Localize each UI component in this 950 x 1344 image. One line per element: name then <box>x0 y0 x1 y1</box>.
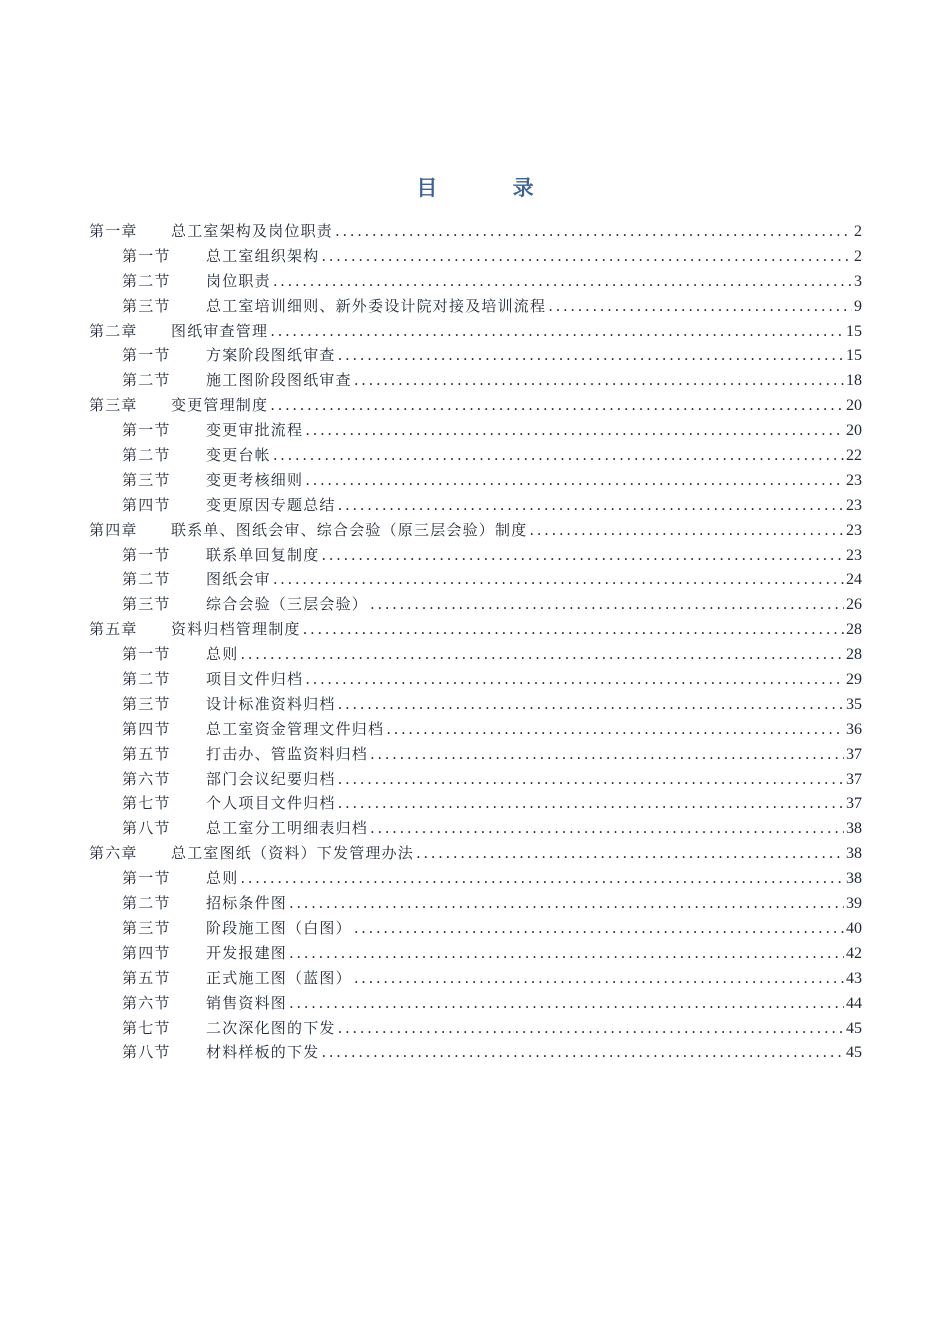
toc-entry-label: 第八节 <box>122 1043 171 1062</box>
toc-entry-title: 变更审批流程 <box>206 421 304 440</box>
toc-section-entry[interactable] <box>89 368 862 393</box>
toc-page-number: 23 <box>846 521 862 539</box>
toc-dot-leader <box>321 244 852 269</box>
toc-entry-title: 总工室资金管理文件归档 <box>206 719 385 738</box>
toc-entry-label: 第一章 <box>89 222 138 240</box>
toc-entry-title: 招标条件图 <box>206 894 288 913</box>
toc-entry-label: 第三节 <box>122 296 171 315</box>
toc-entry-title: 总工室架构及岗位职责 <box>171 222 334 240</box>
toc-entry-label: 第一节 <box>122 645 171 664</box>
toc-entry-title: 开发报建图 <box>206 943 288 962</box>
toc-section-entry[interactable] <box>89 1016 862 1041</box>
toc-section-entry[interactable] <box>89 244 862 269</box>
toc-section-entry[interactable] <box>89 443 862 468</box>
toc-dot-leader <box>338 791 844 816</box>
toc-entry-label: 第八节 <box>122 819 171 838</box>
toc-chapter-entry[interactable] <box>89 219 862 244</box>
toc-page-number: 44 <box>846 994 862 1012</box>
toc-dot-leader <box>289 891 844 916</box>
toc-dot-leader <box>370 592 844 617</box>
toc-dot-leader <box>270 393 844 418</box>
toc-page-number: 29 <box>846 671 862 689</box>
toc-entry-label: 第二节 <box>122 570 171 589</box>
toc-entry-label: 第一节 <box>122 421 171 440</box>
toc-entry-title: 变更考核细则 <box>206 470 304 489</box>
toc-page-number: 18 <box>846 372 862 390</box>
toc-entry-label: 第五节 <box>122 968 171 987</box>
toc-page-number: 38 <box>846 845 862 863</box>
toc-dot-leader <box>240 642 844 667</box>
toc-entry-label: 第二章 <box>89 321 138 340</box>
toc-page-number: 9 <box>854 297 862 315</box>
toc-entry-title: 打击办、管监资料归档 <box>206 744 369 763</box>
toc-page-number: 26 <box>846 596 862 614</box>
toc-section-entry[interactable] <box>89 767 862 792</box>
toc-chapter-entry[interactable] <box>89 518 862 543</box>
toc-page-number: 15 <box>846 322 862 340</box>
toc-dot-leader <box>338 343 844 368</box>
toc-dot-leader <box>270 319 844 344</box>
toc-entry-title: 总工室图纸（资料）下发管理办法 <box>171 844 415 863</box>
toc-section-entry[interactable] <box>89 916 862 941</box>
toc-entry-label: 第六节 <box>122 769 171 788</box>
toc-chapter-entry[interactable] <box>89 319 862 344</box>
toc-dot-leader <box>289 941 844 966</box>
toc-entry-label: 第二节 <box>122 446 171 465</box>
toc-entry-label: 第五章 <box>89 620 138 639</box>
toc-section-entry[interactable] <box>89 418 862 443</box>
toc-entry-title: 二次深化图的下发 <box>206 1018 336 1037</box>
toc-section-entry[interactable] <box>89 667 862 692</box>
toc-entry-title: 总则 <box>206 645 239 664</box>
toc-entry-title: 材料样板的下发 <box>206 1043 320 1062</box>
toc-entry-label: 第一节 <box>122 545 171 564</box>
toc-dot-leader <box>386 717 844 742</box>
toc-entry-title: 变更管理制度 <box>171 396 269 415</box>
toc-page-number: 28 <box>846 646 862 664</box>
toc-dot-leader <box>321 543 844 568</box>
toc-dot-leader <box>305 468 844 493</box>
toc-entry-label: 第一节 <box>122 246 171 265</box>
toc-entry-title: 资料归档管理制度 <box>171 620 301 639</box>
table-of-contents <box>89 219 862 1065</box>
toc-section-entry[interactable] <box>89 941 862 966</box>
toc-section-entry[interactable] <box>89 816 862 841</box>
toc-entry-title: 总工室组织架构 <box>206 246 320 265</box>
toc-dot-leader <box>305 418 844 443</box>
toc-entry-label: 第四节 <box>122 943 171 962</box>
toc-entry-title: 部门会议纪要归档 <box>206 769 336 788</box>
toc-entry-title: 个人项目文件归档 <box>206 794 336 813</box>
toc-dot-leader <box>354 966 844 991</box>
toc-section-entry[interactable] <box>89 742 862 767</box>
toc-entry-title: 图纸审查管理 <box>171 321 269 340</box>
toc-section-entry[interactable] <box>89 592 862 617</box>
toc-page-number: 20 <box>846 397 862 415</box>
toc-entry-label: 第六章 <box>89 844 138 863</box>
toc-entry-label: 第三节 <box>122 694 171 713</box>
toc-dot-leader <box>338 767 844 792</box>
toc-page-number: 40 <box>846 919 862 937</box>
toc-section-entry[interactable] <box>89 866 862 891</box>
toc-section-entry[interactable] <box>89 791 862 816</box>
toc-page-number: 45 <box>846 1044 862 1062</box>
toc-page-number: 39 <box>846 895 862 913</box>
toc-entry-label: 第二节 <box>122 670 171 689</box>
toc-entry-title: 总工室分工明细表归档 <box>206 819 369 838</box>
toc-dot-leader <box>321 1040 844 1065</box>
toc-entry-label: 第三节 <box>122 918 171 937</box>
toc-page-number: 20 <box>846 422 862 440</box>
toc-section-entry[interactable] <box>89 642 862 667</box>
toc-dot-leader <box>335 219 852 244</box>
toc-page-number: 35 <box>846 695 862 713</box>
toc-page-number: 37 <box>846 745 862 763</box>
toc-page-number: 28 <box>846 621 862 639</box>
toc-page-number: 2 <box>854 223 862 240</box>
toc-section-entry[interactable] <box>89 493 862 518</box>
toc-chapter-entry[interactable] <box>89 393 862 418</box>
toc-entry-title: 变更台帐 <box>206 446 271 465</box>
toc-section-entry[interactable] <box>89 966 862 991</box>
toc-section-entry[interactable] <box>89 991 862 1016</box>
toc-dot-leader <box>338 493 844 518</box>
toc-page-number: 42 <box>846 944 862 962</box>
toc-entry-title: 变更原因专题总结 <box>206 495 336 514</box>
toc-section-entry[interactable] <box>89 1040 862 1065</box>
toc-section-entry[interactable] <box>89 692 862 717</box>
toc-page-number: 24 <box>846 571 862 589</box>
toc-page-number: 45 <box>846 1019 862 1037</box>
toc-dot-leader <box>338 692 844 717</box>
toc-dot-leader <box>370 742 844 767</box>
toc-entry-label: 第一节 <box>122 869 171 888</box>
toc-entry-label: 第七节 <box>122 1018 171 1037</box>
toc-page-number: 23 <box>846 471 862 489</box>
toc-dot-leader <box>338 1016 844 1041</box>
toc-dot-leader <box>354 368 844 393</box>
toc-dot-leader <box>529 518 844 543</box>
toc-section-entry[interactable] <box>89 891 862 916</box>
toc-entry-title: 项目文件归档 <box>206 670 304 689</box>
toc-entry-label: 第五节 <box>122 744 171 763</box>
toc-page-number: 22 <box>846 447 862 465</box>
toc-entry-label: 第四章 <box>89 520 138 539</box>
toc-page-number: 43 <box>846 969 862 987</box>
toc-section-entry[interactable] <box>89 294 862 319</box>
toc-dot-leader <box>289 991 844 1016</box>
toc-dot-leader <box>273 567 844 592</box>
toc-entry-title: 综合会验（三层会验） <box>206 595 369 614</box>
toc-entry-label: 第七节 <box>122 794 171 813</box>
toc-dot-leader <box>370 816 844 841</box>
toc-page-number: 2 <box>854 247 862 265</box>
toc-entry-title: 联系单、图纸会审、综合会验（原三层会验）制度 <box>171 520 528 539</box>
toc-entry-label: 第三章 <box>89 396 138 415</box>
toc-page-number: 3 <box>854 272 862 290</box>
toc-section-entry[interactable] <box>89 717 862 742</box>
toc-entry-label: 第三节 <box>122 470 171 489</box>
toc-entry-title: 岗位职责 <box>206 271 271 290</box>
toc-entry-title: 图纸会审 <box>206 570 271 589</box>
toc-dot-leader <box>416 841 844 866</box>
toc-dot-leader <box>548 294 852 319</box>
toc-entry-title: 正式施工图（蓝图） <box>206 968 352 987</box>
toc-entry-title: 销售资料图 <box>206 993 288 1012</box>
toc-entry-title: 联系单回复制度 <box>206 545 320 564</box>
toc-page-number: 37 <box>846 795 862 813</box>
toc-title: 目 录 <box>416 175 568 200</box>
toc-entry-title: 总则 <box>206 869 239 888</box>
toc-chapter-entry[interactable] <box>89 617 862 642</box>
toc-page-number: 36 <box>846 720 862 738</box>
toc-dot-leader <box>303 617 844 642</box>
toc-section-entry[interactable] <box>89 567 862 592</box>
toc-entry-label: 第四节 <box>122 719 171 738</box>
toc-entry-label: 第二节 <box>122 271 171 290</box>
toc-entry-title: 阶段施工图（白图） <box>206 918 352 937</box>
toc-entry-label: 第三节 <box>122 595 171 614</box>
toc-entry-title: 总工室培训细则、新外委设计院对接及培训流程 <box>206 296 547 315</box>
toc-section-entry[interactable] <box>89 343 862 368</box>
toc-entry-label: 第六节 <box>122 993 171 1012</box>
toc-entry-label: 第一节 <box>122 346 171 365</box>
toc-chapter-entry[interactable] <box>89 841 862 866</box>
toc-page-number: 38 <box>846 870 862 888</box>
toc-entry-title: 方案阶段图纸审查 <box>206 346 336 365</box>
toc-entry-label: 第四节 <box>122 495 171 514</box>
toc-dot-leader <box>305 667 844 692</box>
toc-entry-title: 施工图阶段图纸审查 <box>206 371 352 390</box>
toc-dot-leader <box>240 866 844 891</box>
toc-section-entry[interactable] <box>89 543 862 568</box>
toc-page-number: 38 <box>846 820 862 838</box>
toc-page-number: 15 <box>846 347 862 365</box>
toc-section-entry[interactable] <box>89 269 862 294</box>
toc-page-number: 37 <box>846 770 862 788</box>
toc-entry-label: 第二节 <box>122 371 171 390</box>
toc-dot-leader <box>273 443 844 468</box>
toc-entry-title: 设计标准资料归档 <box>206 694 336 713</box>
toc-page-number: 23 <box>846 546 862 564</box>
toc-dot-leader <box>354 916 844 941</box>
toc-section-entry[interactable] <box>89 468 862 493</box>
toc-dot-leader <box>273 269 852 294</box>
toc-entry-label: 第二节 <box>122 894 171 913</box>
toc-page-number: 23 <box>846 496 862 514</box>
